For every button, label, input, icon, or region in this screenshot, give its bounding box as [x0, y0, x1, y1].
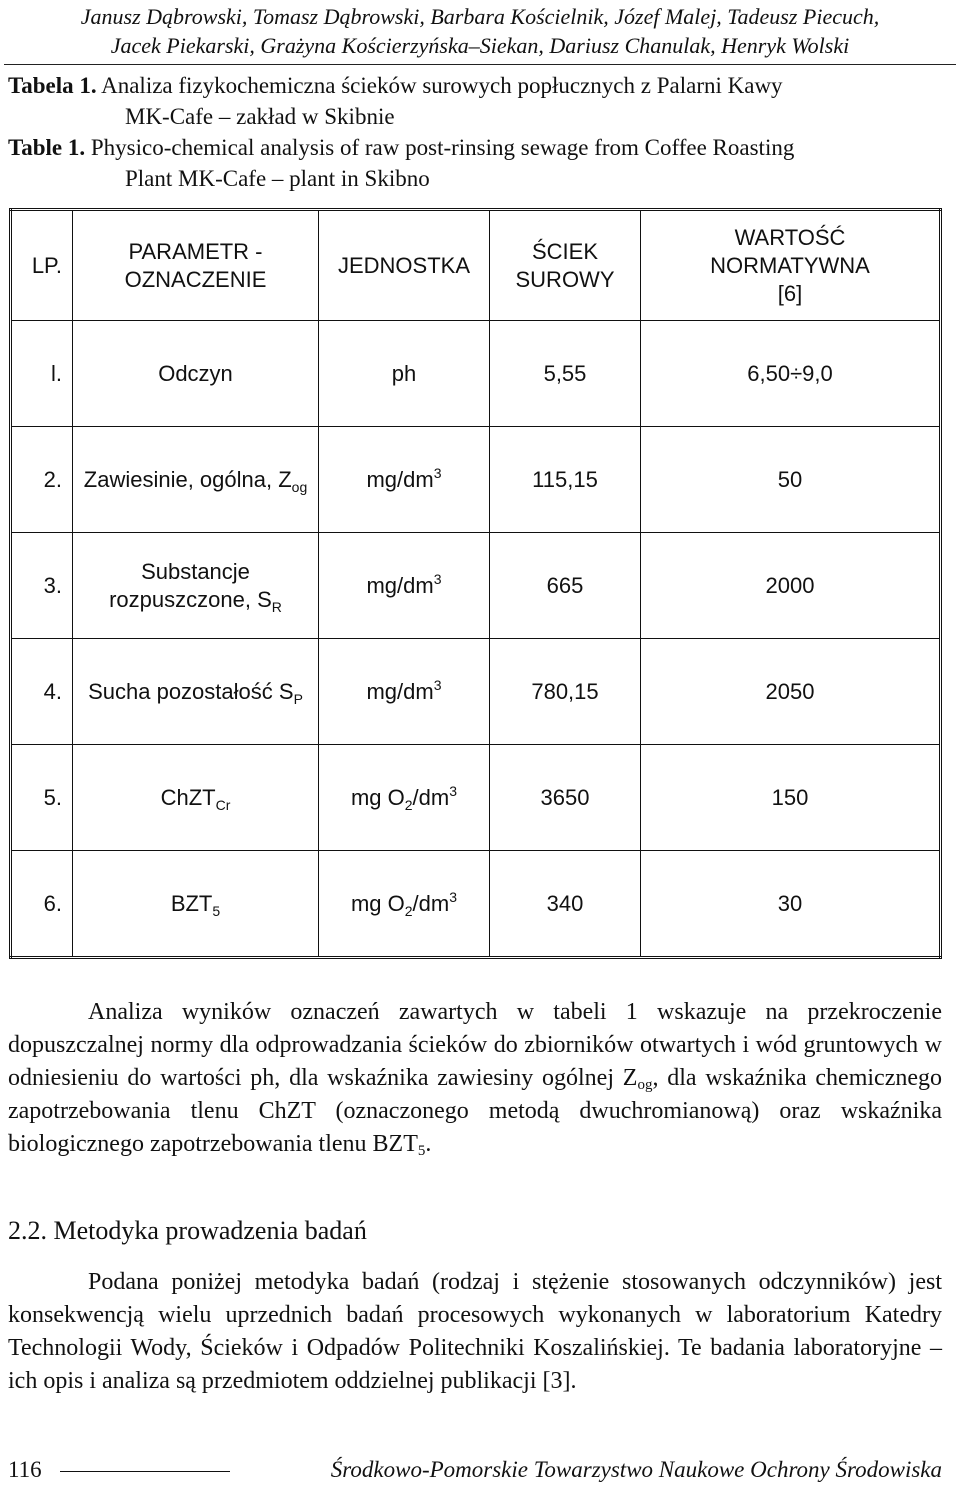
row-unit: mg $O_2/dm^3$ — [319, 745, 490, 851]
row-raw-value: 3650 — [490, 745, 641, 851]
row-parameter: Sucha pozostałość $S_P$ — [73, 639, 319, 745]
row-parameter: Zawiesinie, ogólna, $Z_{og}$ — [73, 427, 319, 533]
header-parameter: PARAMETR - OZNACZENIE — [73, 210, 319, 321]
table-row — [11, 321, 941, 427]
table-row — [11, 427, 941, 533]
row-lp: 6. — [11, 851, 73, 958]
running-header-authors — [0, 2, 960, 60]
header-unit: JEDNOSTKA — [319, 210, 490, 321]
section-heading: 2.2. Metodyka prowadzenia badań — [8, 1216, 367, 1245]
header-lp: LP. — [11, 210, 73, 321]
row-raw-value: 5,55 — [490, 321, 641, 427]
row-lp: 4. — [11, 639, 73, 745]
table-caption-polish — [8, 70, 948, 132]
row-parameter: $BZT_5$ — [73, 851, 319, 958]
row-norm-value: 2050 — [641, 639, 941, 745]
row-norm-value: 6,50÷9,0 — [641, 321, 941, 427]
paragraph-methodology: Podana poniżej metodyka badań (rodzaj i stężenie stosowanych odczynników) jest konsekwencją wielu uprzednich badań procesowych wykonanych w laboratorium Katedry Technologii Wody, Ścieków i Odpadów Politechniki Koszalińskiej. Te badania laboratoryjne – ich opis i analiza są przedmiotem oddzielnej publikacji [3]. — [8, 1269, 942, 1394]
table-row — [11, 745, 941, 851]
table-row — [11, 851, 941, 958]
row-unit: $mg/dm^3$ — [319, 533, 490, 639]
paragraph-results-analysis: Analiza wyników oznaczeń zawartych w tabeli 1 wskazuje na przekroczenie dopuszczalnej normy dla odprowadzania ścieków do zbiorników otwartych i wód gruntowych w odniesieniu do wartości ph, dla wskaźnika zawiesiny ogólnej $Z_{og}$, dla wskaźnika chemicznego zapotrzebowania tlenu ChZT (oznaczonego metodą dwuchromianową) oraz wskaźnika biologicznego zapotrzebowania tlenu $BZT_5$. — [8, 999, 942, 1159]
row-norm-value: 30 — [641, 851, 941, 958]
caption-text-pl-1: Analiza fizykochemiczna ścieków surowych popłucznych z Palarni Kawy — [101, 73, 783, 98]
row-norm-value: 2000 — [641, 533, 941, 639]
row-lp: 2. — [11, 427, 73, 533]
page-number: 116 — [8, 1457, 42, 1482]
authors-line-1: Janusz Dąbrowski, Tomasz Dąbrowski, Barbara Kościelnik, Józef Malej, Tadeusz Piecuch, — [80, 4, 880, 29]
journal-name: Środkowo-Pomorskie Towarzystwo Naukowe Ochrony Środowiska — [330, 1457, 942, 1482]
row-parameter: ChZT$_{Cr}$ — [73, 745, 319, 851]
authors-line-2: Jacek Piekarski, Grażyna Kościerzyńska–Siekan, Dariusz Chanulak, Henryk Wolski — [110, 33, 850, 58]
table-caption-english — [8, 132, 948, 194]
caption-text-pl-2: MK-Cafe – zakład w Skibnie — [125, 104, 395, 129]
row-unit: ph — [319, 321, 490, 427]
caption-label-pl: Tabela 1. — [8, 73, 97, 98]
row-unit: $mg/dm^3$ — [319, 427, 490, 533]
row-parameter: Substancje rozpuszczone, $S_R$ — [73, 533, 319, 639]
row-lp: l. — [11, 321, 73, 427]
header-normative-value: WARTOŚĆ NORMATYWNA [6] — [641, 210, 941, 321]
row-raw-value: 780,15 — [490, 639, 641, 745]
table-row — [11, 533, 941, 639]
row-unit: mg $O_2/dm^3$ — [319, 851, 490, 958]
header-divider — [4, 64, 956, 65]
header-raw-sewage: ŚCIEK SUROWY — [490, 210, 641, 321]
row-raw-value: 665 — [490, 533, 641, 639]
caption-text-en-2: Plant MK-Cafe – plant in Skibno — [125, 166, 430, 191]
table-row — [11, 639, 941, 745]
row-raw-value: 340 — [490, 851, 641, 958]
table-header-row — [11, 210, 941, 321]
row-unit: $mg/dm^3$ — [319, 639, 490, 745]
analysis-table — [9, 208, 942, 959]
row-norm-value: 150 — [641, 745, 941, 851]
row-lp: 3. — [11, 533, 73, 639]
row-parameter: Odczyn — [73, 321, 319, 427]
row-raw-value: 115,15 — [490, 427, 641, 533]
caption-text-en-1: Physico-chemical analysis of raw post-rinsing sewage from Coffee Roasting — [90, 135, 795, 160]
row-norm-value: 50 — [641, 427, 941, 533]
caption-label-en: Table 1. — [8, 135, 86, 160]
footer-rule — [60, 1471, 230, 1472]
row-lp: 5. — [11, 745, 73, 851]
